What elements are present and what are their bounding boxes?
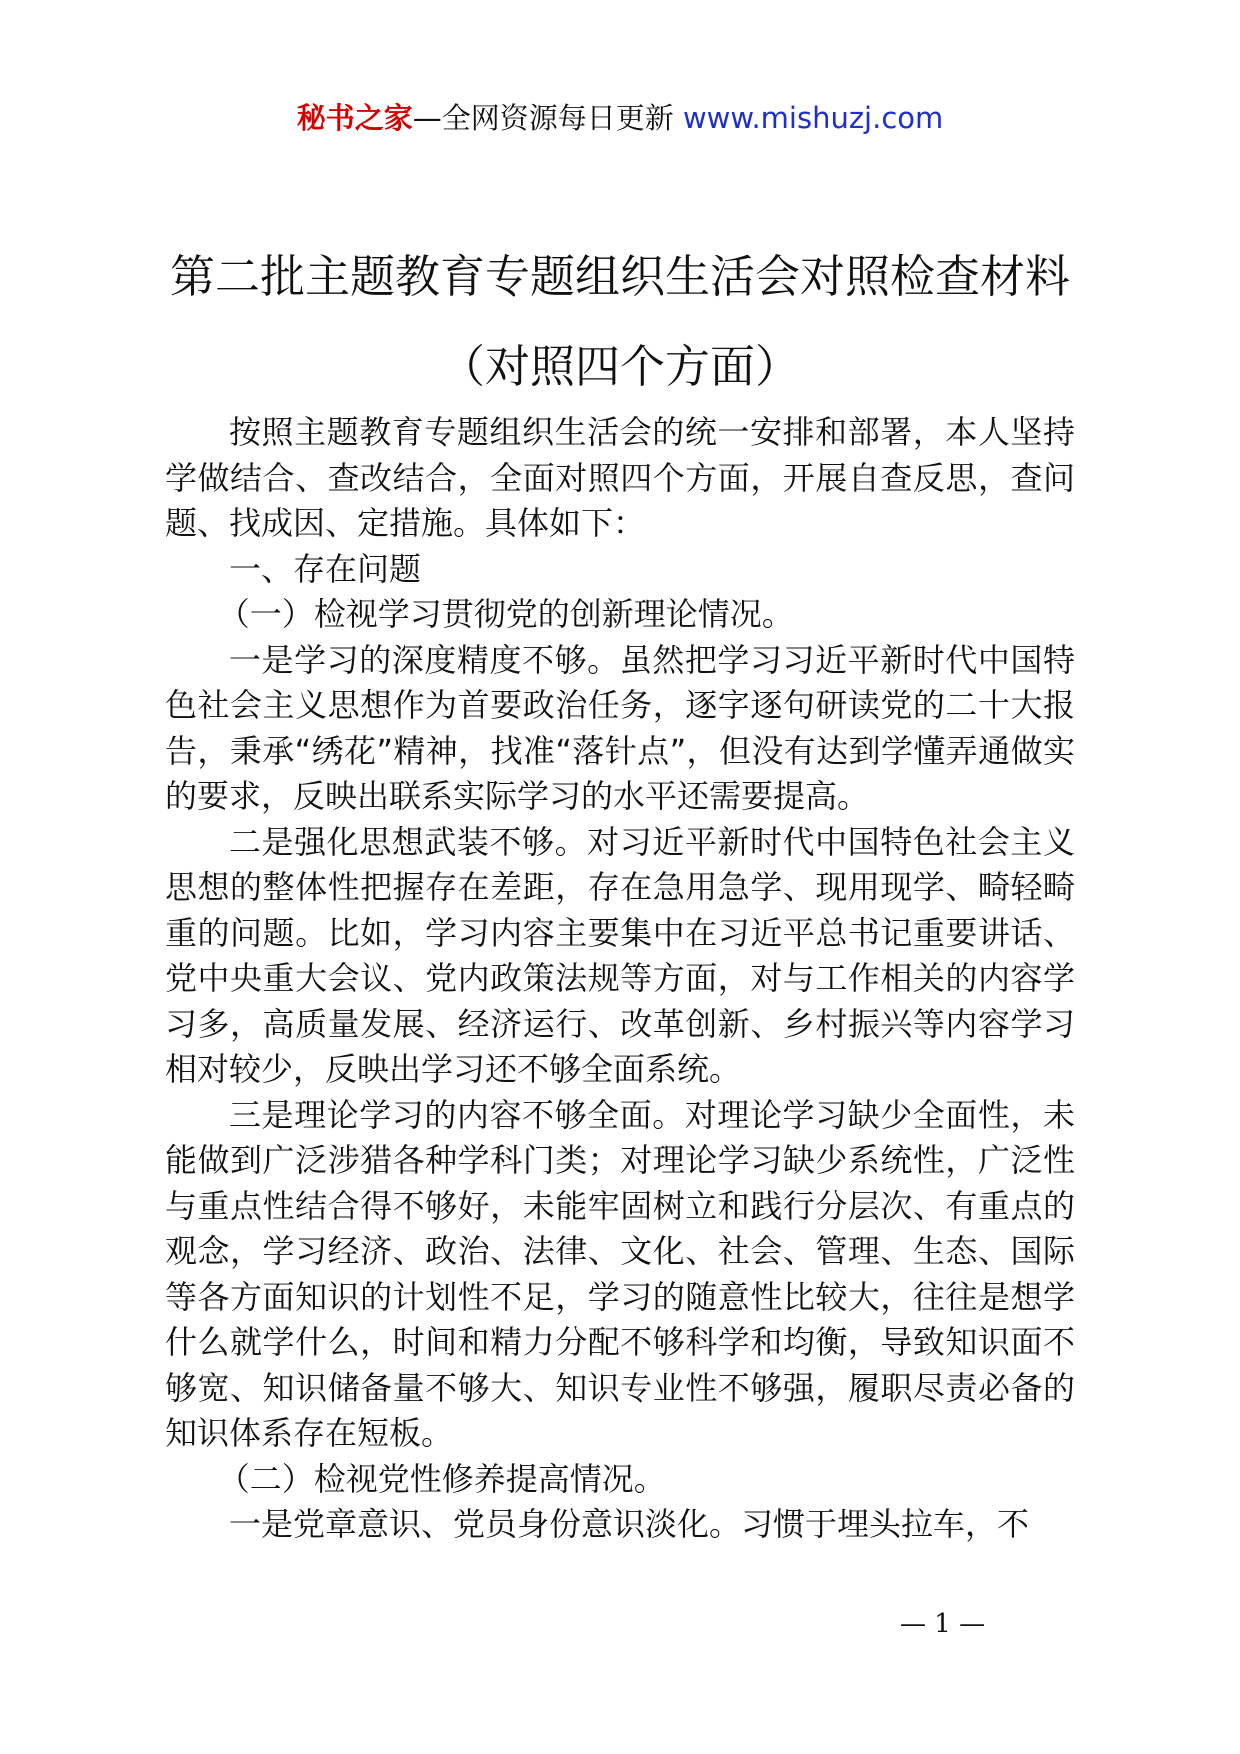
site-url-link[interactable]: www.mishuzj.com — [682, 101, 944, 135]
site-brand: 秘书之家 — [296, 101, 413, 135]
subsection-heading: （二）检视党性修养提高情况。 — [217, 1459, 666, 1498]
page-number: — 1 — — [900, 1609, 986, 1639]
document-title: 第二批主题教育专题组织生活会对照检查材料（对照四个方面） — [169, 250, 1070, 393]
paragraph: 一是党章意识、党员身份意识淡化。习惯于埋头拉车，不 — [229, 1505, 1030, 1543]
document-body — [165, 410, 1075, 1548]
paragraph: 一是学习的深度精度不够。虽然把学习习近平新时代中国特色社会主义思想作为首要政治任务，逐字逐句研读党的二十大报告，秉承“绣花”精神，找准“落针点”，但没有达到学懂弄通做实的要求，反映出联系实际学习的水平还需要提高。 — [165, 640, 1075, 815]
section-heading: 一、存在问题 — [229, 549, 422, 588]
site-header — [0, 98, 1240, 138]
paragraph: 三是理论学习的内容不够全面。对理论学习缺少全面性，未能做到广泛涉猎各种学科门类；对理论学习缺少系统性，广泛性与重点性结合得不够好，未能牢固树立和践行分层次、有重点的观念，学习经济、政治、法律、文化、社会、管理、生态、国际等各方面知识的计划性不足，学习的随意性比较大，往往是想学什么就学什么，时间和精力分配不够科学和均衡，导致知识面不够宽、知识储备量不够大、知识专业性不够强，履职尽责必备的知识体系存在短板。 — [165, 1095, 1075, 1452]
paragraph: 二是强化思想武装不够。对习近平新时代中国特色社会主义思想的整体性把握存在差距，存在急用急学、现用现学、畸轻畸重的问题。比如，学习内容主要集中在习近平总书记重要讲话、党中央重大会议、党内政策法规等方面，对与工作相关的内容学习多，高质量发展、经济运行、改革创新、乡村振兴等内容学习相对较少，反映出学习还不够全面系统。 — [165, 822, 1075, 1088]
site-slogan: —全网资源每日更新 — [412, 101, 683, 135]
paragraph-intro: 按照主题教育专题组织生活会的统一安排和部署，本人坚持学做结合、查改结合，全面对照四个方面，开展自查反思，查问题、找成因、定措施。具体如下： — [165, 413, 1075, 542]
subsection-heading: （一）检视学习贯彻党的创新理论情况。 — [217, 595, 794, 633]
